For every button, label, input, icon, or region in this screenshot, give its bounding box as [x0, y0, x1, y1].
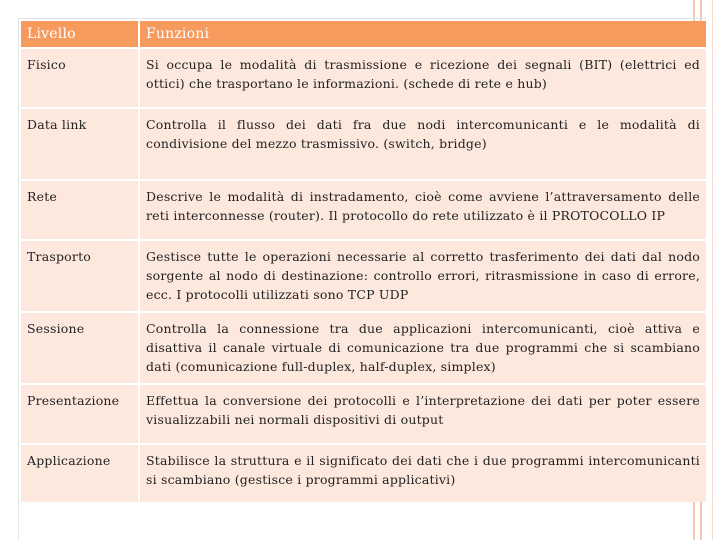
header-funzioni: Funzioni — [139, 21, 706, 48]
layer-name: Presentazione — [21, 384, 139, 444]
layer-name: Fisico — [21, 48, 139, 108]
table-header-row — [21, 21, 706, 48]
table-row — [21, 108, 706, 180]
osi-layers-table — [21, 21, 706, 502]
layer-description: Controlla la connessione tra due applicazioni intercomunicanti, cioè attiva e disattiva il canale virtuale di comunicazione tra due programmi che si scambiano dati (comunicazione full-duplex, half-duplex, simplex) — [139, 312, 706, 384]
layer-description: Stabilisce la struttura e il significato dei dati che i due programmi intercomunicanti si scambiano (gestisce i programmi applicativi) — [139, 444, 706, 502]
layer-description: Effettua la conversione dei protocolli e l’interpretazione dei dati per poter essere visualizzabili nei normali dispositivi di output — [139, 384, 706, 444]
table-row — [21, 384, 706, 444]
table-row — [21, 48, 706, 108]
layer-name: Applicazione — [21, 444, 139, 502]
table-row — [21, 312, 706, 384]
table-row — [21, 444, 706, 502]
layer-name: Trasporto — [21, 240, 139, 312]
layer-description: Si occupa le modalità di trasmissione e ricezione dei segnali (BIT) (elettrici ed ottici) che trasportano le informazioni. (schede di rete e hub) — [139, 48, 706, 108]
header-livello: Livello — [21, 21, 139, 48]
layer-name: Data link — [21, 108, 139, 180]
layer-name: Rete — [21, 180, 139, 240]
table-row — [21, 240, 706, 312]
layer-description: Descrive le modalità di instradamento, cioè come avviene l’attraversamento delle reti interconnesse (router). Il protocollo do rete utilizzato è il PROTOCOLLO IP — [139, 180, 706, 240]
table-row — [21, 180, 706, 240]
layer-description: Controlla il flusso dei dati fra due nodi intercomunicanti e le modalità di condivisione del mezzo trasmissivo. (switch, bridge) — [139, 108, 706, 180]
layer-name: Sessione — [21, 312, 139, 384]
layer-description: Gestisce tutte le operazioni necessarie al corretto trasferimento dei dati dal nodo sorgente al nodo di destinazione: controllo errori, ritrasmissione in caso di errore, ecc. I protocolli utilizzati sono TCP UDP — [139, 240, 706, 312]
decorative-line — [712, 0, 713, 540]
